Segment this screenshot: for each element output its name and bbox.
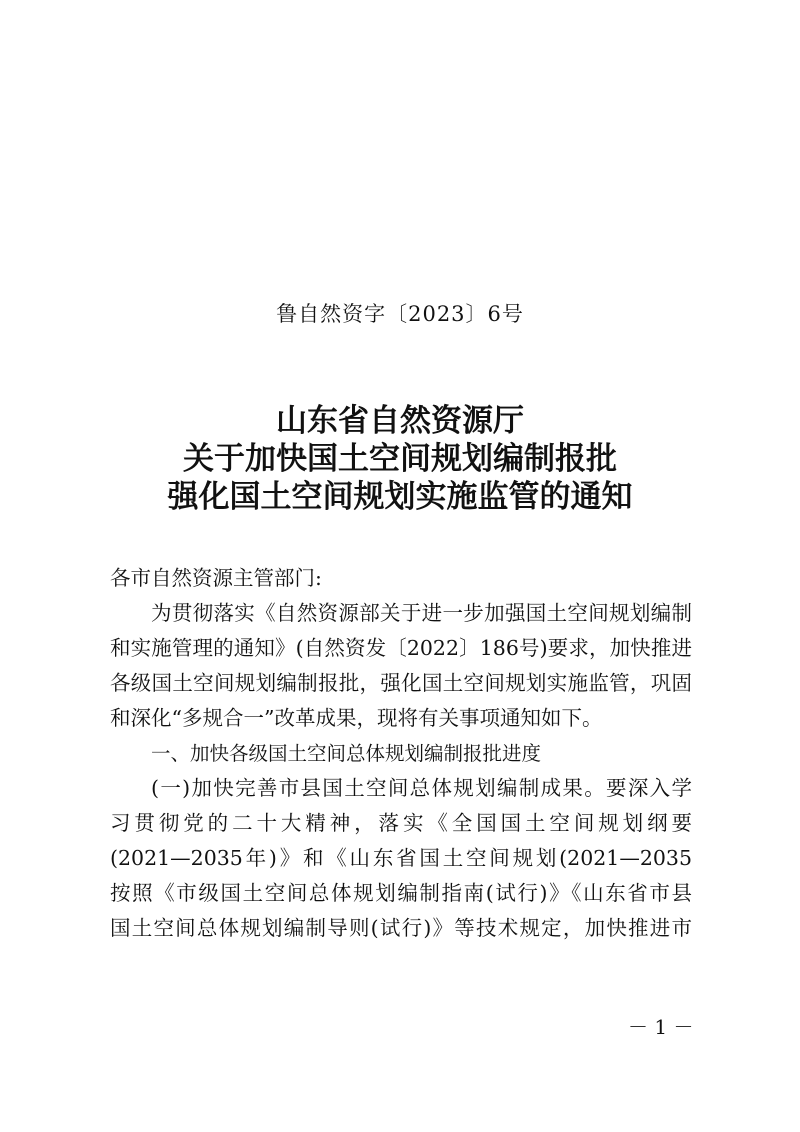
- paragraph-line: 和深化“多规合一”改革成果，现将有关事项通知如下。: [110, 706, 603, 730]
- paragraph-line: 习贯彻党的二十大精神，落实《全国国土空间规划纲要: [110, 811, 692, 835]
- section-heading: 一、加快各级国土空间总体规划编制报批进度: [151, 742, 542, 765]
- document-body: [110, 561, 692, 946]
- paragraph-line: 和实施管理的通知》(自然资发〔2022〕186号)要求，加快推进: [110, 636, 692, 660]
- page-number: － 1 －: [628, 1015, 694, 1039]
- paragraph-line: 各级国土空间规划编制报批，强化国土空间规划实施监管，巩固: [110, 671, 692, 695]
- title-line: 山东省自然资源厅: [276, 403, 524, 439]
- paragraph-section-one: [110, 771, 692, 946]
- paragraph-line: 按照《市级国土空间总体规划编制指南(试行)》《山东省市县: [110, 881, 692, 905]
- salutation: 各市自然资源主管部门:: [110, 566, 322, 590]
- paragraph-line: 为贯彻落实《自然资源部关于进一步加强国土空间规划编制: [151, 601, 692, 625]
- document-number: 鲁自然资字〔2023〕6号: [276, 302, 524, 326]
- document-title: [0, 402, 800, 516]
- paragraph-intro: [110, 596, 692, 736]
- paragraph-line: 国土空间总体规划编制导则(试行)》等技术规定，加快推进市: [110, 916, 692, 940]
- paragraph-line: (一)加快完善市县国土空间总体规划编制成果。要深入学: [151, 776, 692, 800]
- title-line: 关于加快国土空间规划编制报批: [183, 441, 617, 477]
- paragraph-line: (2021—2035年)》和《山东省国土空间规划(2021—2035: [110, 846, 692, 870]
- title-line: 强化国土空间规划实施监管的通知: [167, 479, 633, 515]
